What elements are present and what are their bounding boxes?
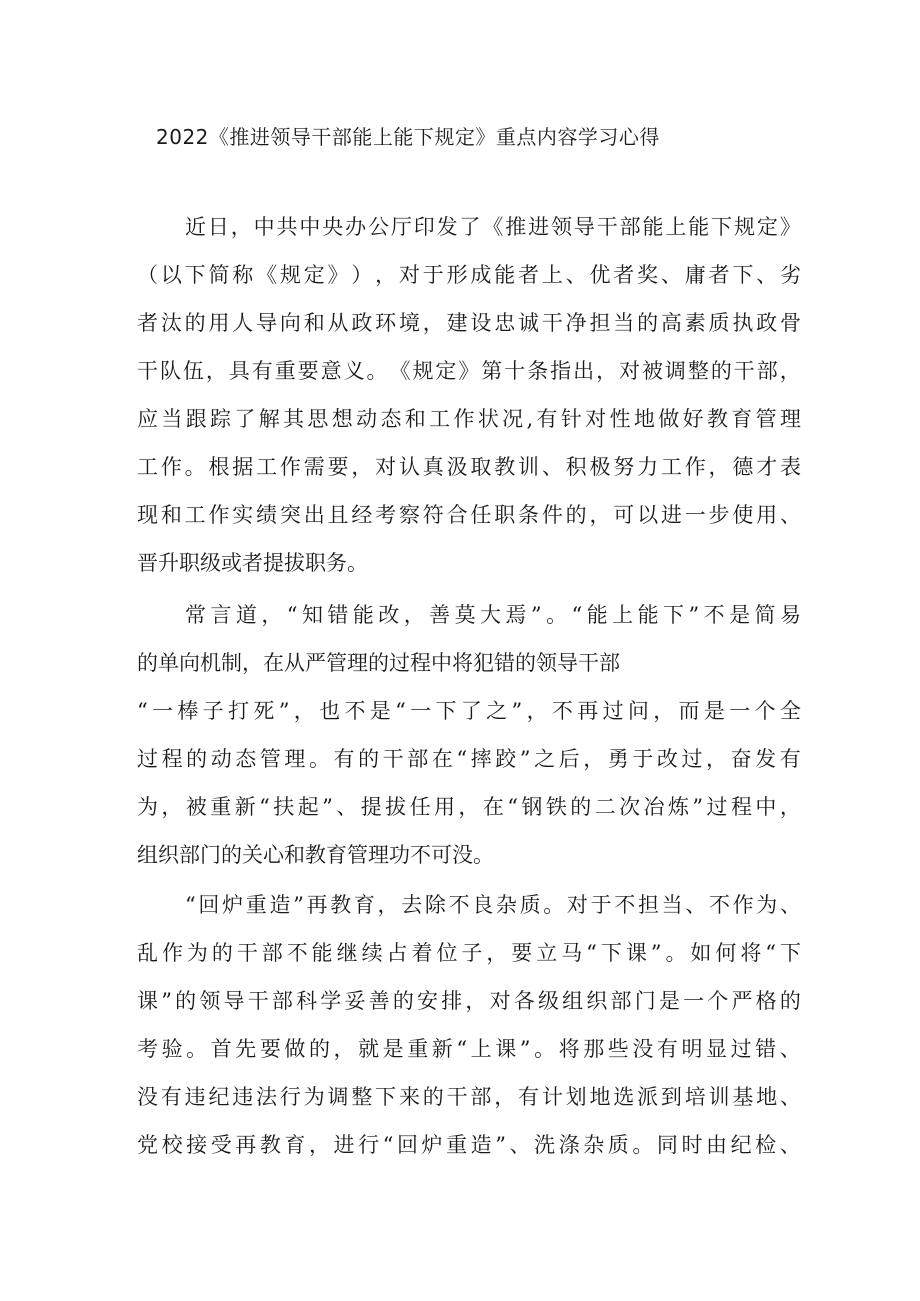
paragraph-line: 者 汰 的 用 人 导 向 和 从 政 环 境 ， 建 设 忠 诚 干 净 担 当 的 高 素 质 执 政 骨	[137, 311, 801, 335]
paragraph-line: 没 有 违 纪 违 法 行 为 调 整 下 来 的 干 部 ， 有 计 划 地 选 派 到 培 训 基 地 、	[137, 1085, 801, 1109]
paragraph-line: 的单向机制，在从严管理的过程中将犯错的领导干部	[137, 651, 620, 675]
paragraph-line: 工 作 。 根 据 工 作 需 要 ， 对 认 真 汲 取 教 训 、 积 极 努 力 工 作 ， 德 才 表	[137, 455, 801, 479]
paragraph-line: 干 队 伍 ， 具 有 重 要 意 义 。 《 规 定 》 第 十 条 指 出 ， 对 被 调 整 的 干 部 ，	[137, 359, 801, 383]
paragraph-line: “ 回 炉 重 造 ” 再 教 育 ， 去 除 不 良 杂 质 。 对 于 不 担 当 、 不 作 为 、	[185, 893, 801, 917]
paragraph-line: “ 一 棒 子 打 死 ” ， 也 不 是 “ 一 下 了 之 ” ， 不 再 过 问 ， 而 是 一 个 全	[137, 699, 801, 723]
paragraph-1	[137, 203, 801, 587]
paragraph-line: （ 以 下 简 称 《 规 定 》 ） ， 对 于 形 成 能 者 上 、 优 者 奖 、 庸 者 下 、 劣	[137, 263, 801, 287]
document-title: 2022《推进领导干部能上能下规定》重点内容学习心得	[156, 125, 660, 149]
paragraph-3	[137, 881, 801, 1169]
paragraph-line: 党 校 接 受 再 教 育 ， 进 行 “ 回 炉 重 造 ” 、 洗 涤 杂 质 。 同 时 由 纪 检 、	[137, 1133, 801, 1157]
paragraph-line: 应 当 跟 踪 了 解 其 思 想 动 态 和 工 作 状 况 , 有 针 对 性 地 做 好 教 育 管 理	[137, 407, 801, 431]
paragraph-line: 现 和 工 作 实 绩 突 出 且 经 考 察 符 合 任 职 条 件 的 ， 可 以 进 一 步 使 用 、	[137, 503, 801, 527]
paragraph-line: 乱 作 为 的 干 部 不 能 继 续 占 着 位 子 ， 要 立 马 “ 下 课 ” 。 如 何 将 “ 下	[137, 941, 801, 965]
paragraph-line: 过 程 的 动 态 管 理 。 有 的 干 部 在 “ 摔 跤 ” 之 后 ， 勇 于 改 过 ， 奋 发 有	[137, 747, 801, 771]
paragraph-line: 近 日 ， 中 共 中 央 办 公 厅 印 发 了 《 推 进 领 导 干 部 能 上 能 下 规 定 》	[185, 215, 801, 239]
paragraph-line: 常 言 道 ， “ 知 错 能 改 ， 善 莫 大 焉 ” 。 “ 能 上 能 下 ” 不 是 简 易	[185, 603, 801, 627]
paragraph-line: 为 ， 被 重 新 “ 扶 起 ” 、 提 拔 任 用 ， 在 “ 钢 铁 的 二 次 冶 炼 ” 过 程 中 ，	[137, 795, 801, 819]
paragraph-line: 组织部门的关心和教育管理功不可没。	[137, 843, 494, 867]
paragraph-line: 考 验 。 首 先 要 做 的 ， 就 是 重 新 “ 上 课 ” 。 将 那 些 没 有 明 显 过 错 、	[137, 1037, 801, 1061]
paragraph-line: 晋升职级或者提拔职务。	[137, 551, 368, 575]
paragraph-line: 课 ” 的 领 导 干 部 科 学 妥 善 的 安 排 ， 对 各 级 组 织 部 门 是 一 个 严 格 的	[137, 989, 801, 1013]
paragraph-2	[137, 591, 801, 879]
